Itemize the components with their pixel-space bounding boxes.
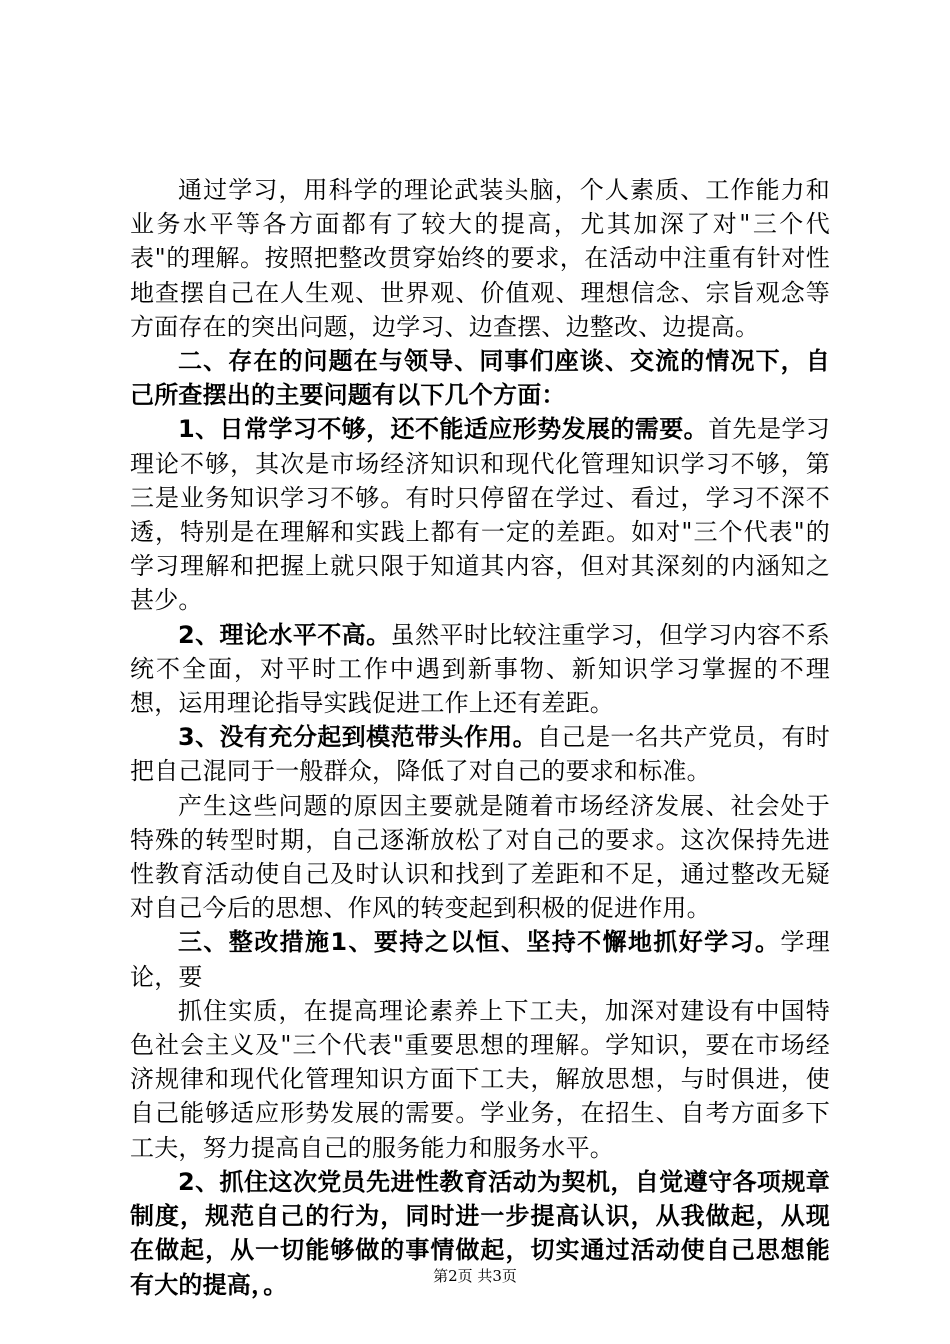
problem-3-body: 自己是一名共产党员，有时把自己混同于一般群众，降低了对自己的要求和标准。 [130,723,831,786]
problem-2-body: 虽然平时比较注重学习，但学习内容不系统不全面，对平时工作中遇到新事物、新知识学习掌握的不理想，运用理论指导实践促进工作上还有差距。 [130,620,830,718]
problem-1-body: 首先是学习理论不够，其次是市场经济知识和现代化管理知识学习不够，第三是业务知识学习不够。有时只停留在学过、看过，学习不深不透，特别是在理解和实践上都有一定的差距。如对"三个代表"的学习理解和把握上就只限于知道其内容，但对其深刻的内涵知之甚少。 [130,415,830,615]
paragraph-measures-heading [130,925,830,993]
paragraph-measures-1: 抓住实质，在提高理论素养上下工夫，加深对建设有中国特色社会主义及"三个代表"重要思想的理解。学知识，要在市场经济规律和现代化管理知识方面下工夫，解放思想，与时俱进，使自己能够适应形势发展的需要。学业务，在招生、自考方面多下工夫，努力提高自己的服务能力和服务水平。 [130,996,830,1162]
paragraph-measures-2: 2、抓住这次党员先进性教育活动为契机，自觉遵守各项规章制度，规范自己的行为，同时进一步提高认识，从我做起，从现在做起，从一切能够做的事情做起，切实通过活动使自己思想能有大的提高，。 [130,1167,830,1299]
paragraph-causes: 产生这些问题的原因主要就是随着市场经济发展、社会处于特殊的转型时期，自己逐渐放松了对自己的要求。这次保持先进性教育活动使自己及时认识和找到了差距和不足，通过整改无疑对自己今后的思想、作风的转变起到积极的促进作用。 [130,791,830,923]
paragraph-problem-1 [130,412,830,617]
paragraph-problem-3 [130,720,830,788]
problem-1-heading: 1、日常学习不够，还不能适应形势发展的需要。 [178,415,709,444]
section-heading-problems: 二、存在的问题在与领导、同事们座谈、交流的情况下，自己所查摆出的主要问题有以下几个方面： [130,347,830,410]
measures-heading-tail: 学理论，要 [130,928,830,991]
paragraph-problem-2 [130,618,830,721]
page-footer: 第2页 共3页 [433,1267,517,1285]
problem-3-heading: 3、没有充分起到模范带头作用。 [178,723,538,752]
problem-2-heading: 2、理论水平不高。 [178,620,391,649]
paragraph-1: 通过学习，用科学的理论武装头脑，个人素质、工作能力和业务水平等各方面都有了较大的提高，尤其加深了对"三个代表"的理解。按照把整改贯穿始终的要求，在活动中注重有针对性地查摆自己在人生观、世界观、价值观、理想信念、宗旨观念等方面存在的突出问题，边学习、边查摆、边整改、边提高。 [130,176,830,341]
document-page [130,173,830,1302]
measures-heading: 三、整改措施1、要持之以恒、坚持不懈地抓好学习。 [178,928,781,957]
